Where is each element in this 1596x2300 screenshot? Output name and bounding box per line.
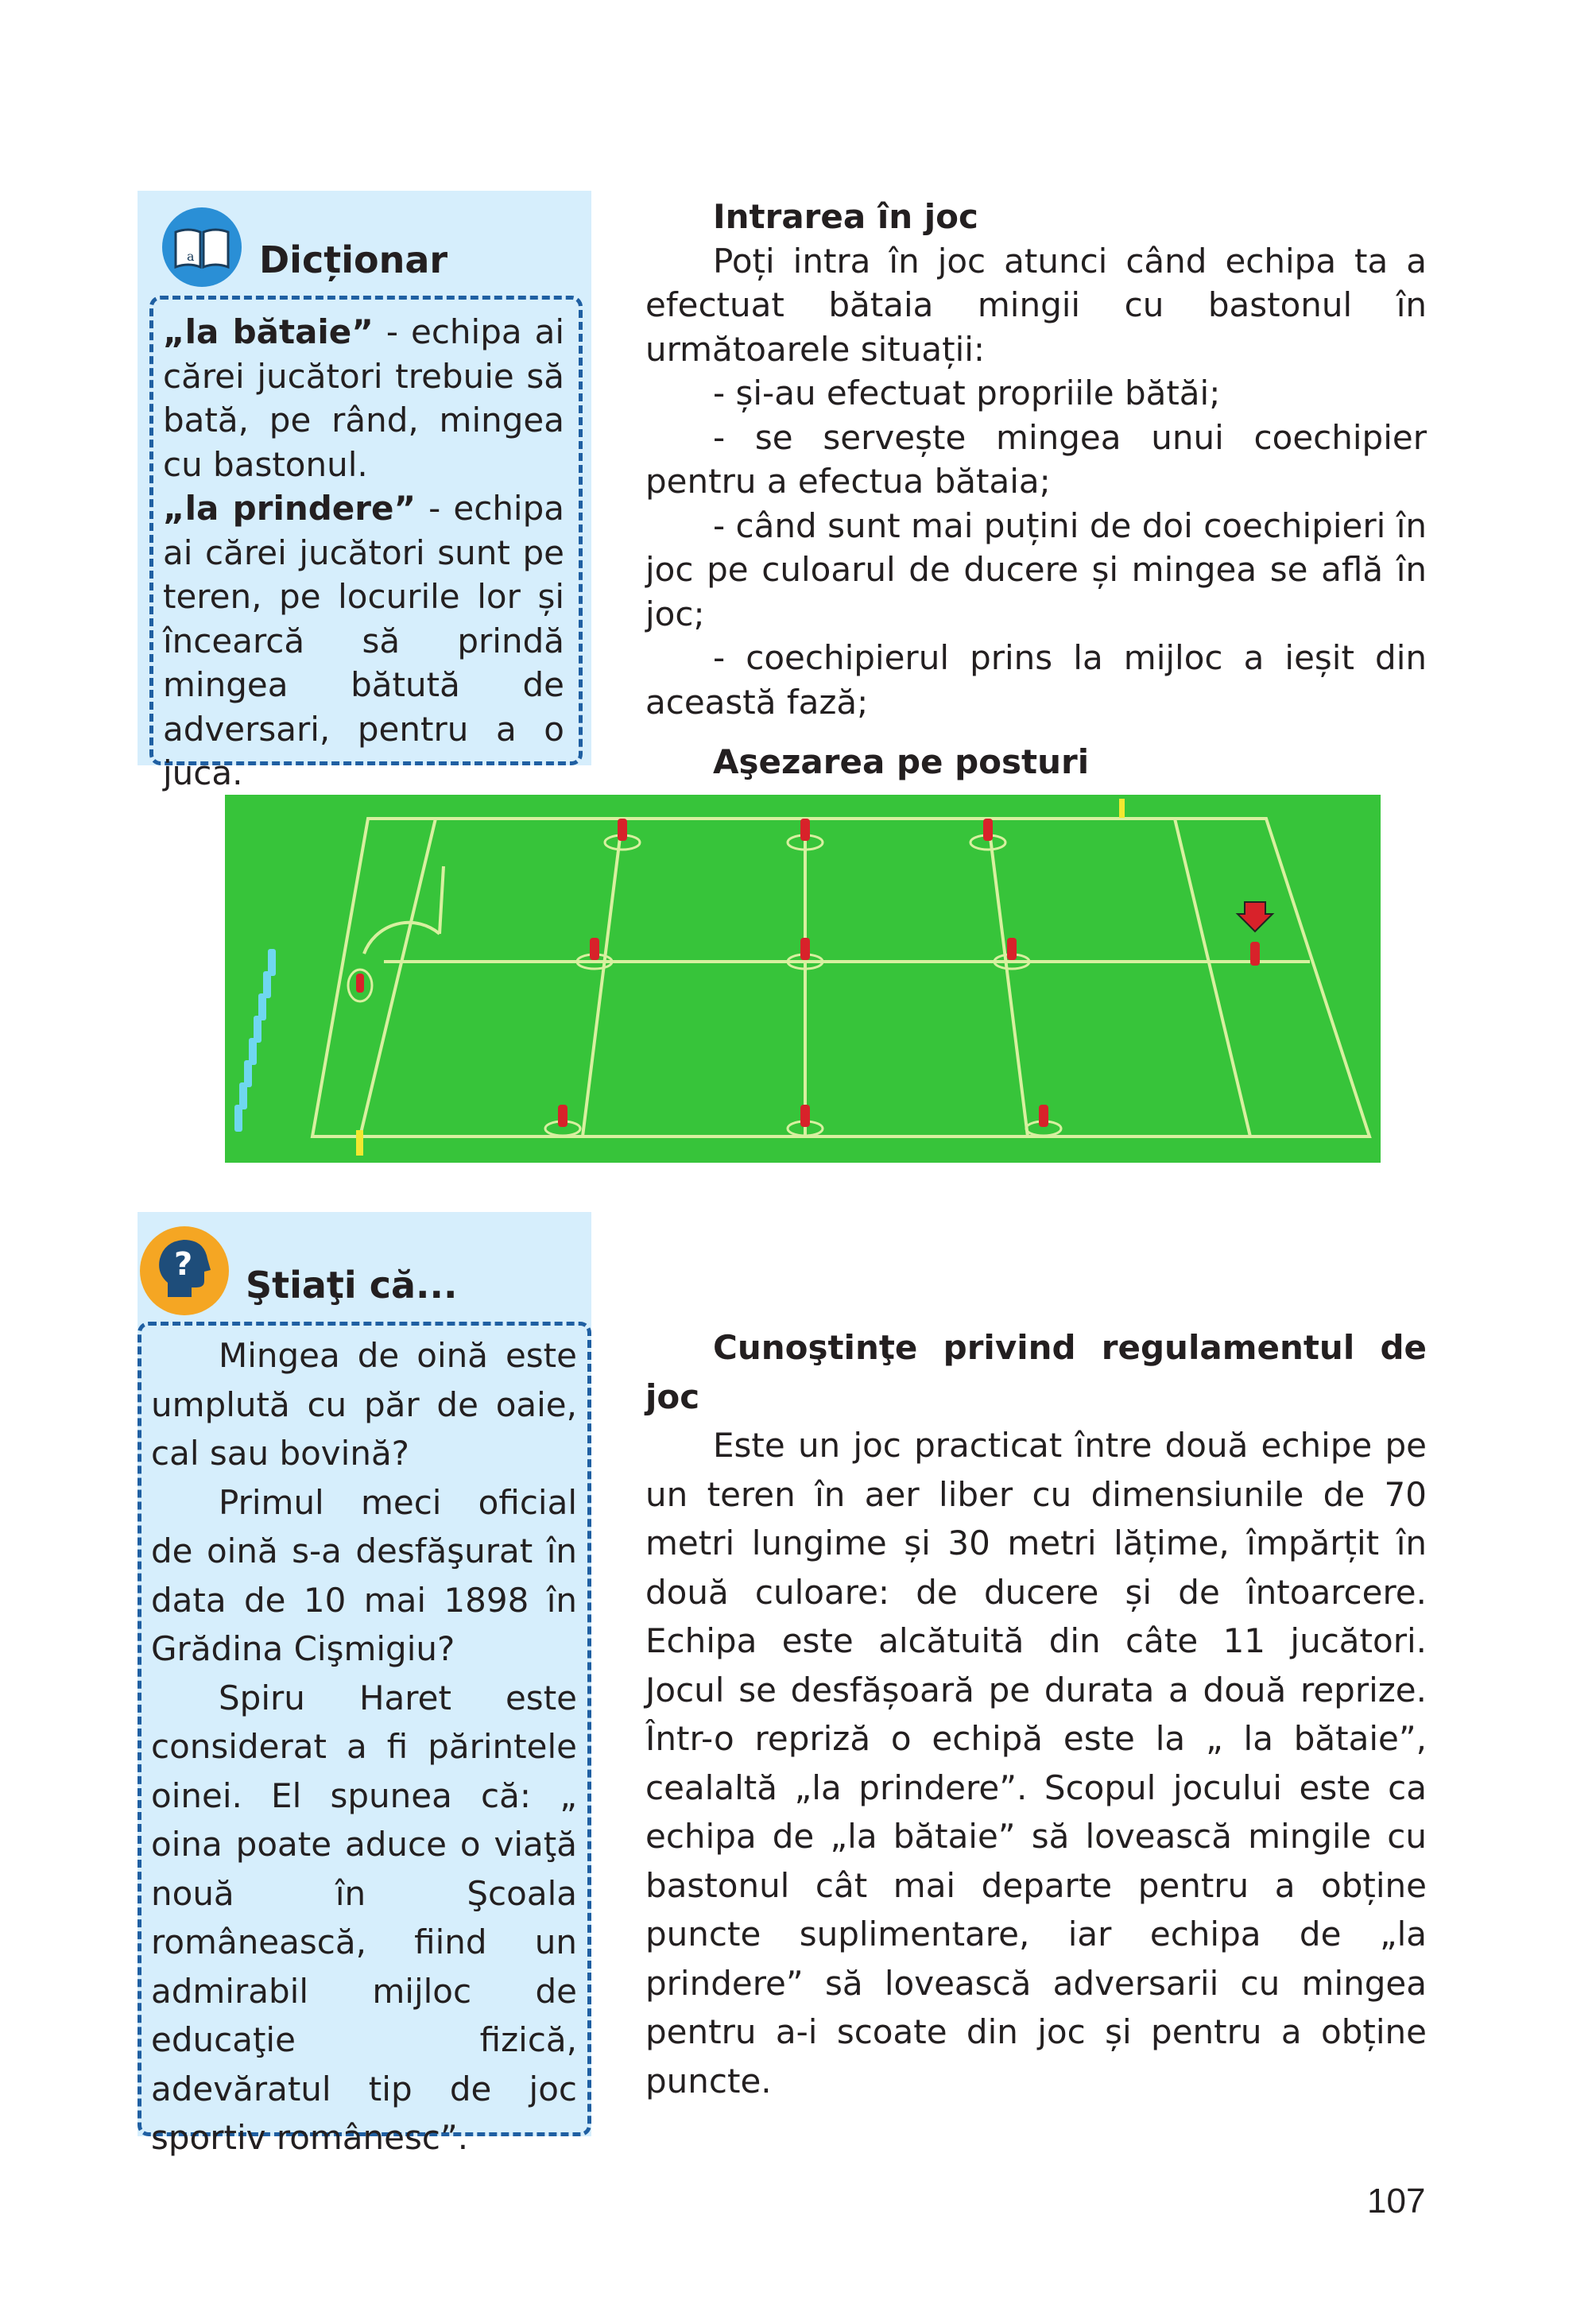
rules-text: Este un joc practicat între două echipe pe un teren în aer liber cu dimensiunile de 70 metri lungime și 30 metri lățime, împărțit în două culoare: de ducere și de întoarcere. Echipa este alcătuită din câte 11 jucători. Jocul se desfășoară pe durata a două reprize. Într-o repriză o echipă este la „ la bătaie”, cealaltă „la prindere”. Scopul jocului este ca echipa de „la bătaie” să lovească mingile cu bastonul cât mai departe pentru a obține puncte suplimentare, iar echipa de „la prindere” să lovească adversarii cu mingea pentru a-i scoate din joc și pentru a obține puncte. xyxy=(645,1426,1427,2101)
entering-game-item: - coechipierul prins la mijloc a ieșit din această fază; xyxy=(645,638,1427,722)
did-you-know-text xyxy=(151,1331,577,2163)
fact-paragraph: Spiru Haret este considerat a fi părintele oinei. El spunea că: „ oina poate aduce o viaţă nouă în Şcoala românească, fiind un admirabil mijloc de educaţie fizică, adevăratul tip de joc sportiv românesc”. xyxy=(151,1678,577,2157)
page-number: 107 xyxy=(1367,2182,1426,2221)
dictionary-entry xyxy=(163,486,564,796)
question-head-icon xyxy=(138,1224,231,1318)
did-you-know-box xyxy=(138,1212,591,2157)
svg-text:a: a xyxy=(187,249,195,264)
dictionary-text xyxy=(163,310,564,796)
book-icon xyxy=(160,205,244,289)
dictionary-title: Dicționar xyxy=(259,238,448,281)
entering-game-item: - și-au efectuat propriile bătăi; xyxy=(713,374,1221,412)
fact-paragraph: Primul meci oficial de oină s-a desfăşurat în data de 10 mai 1898 în Grădina Cişmigiu? xyxy=(151,1482,577,1668)
entering-game-item: - se servește mingea unui coechipier pentru a efectua bătaia; xyxy=(645,417,1427,501)
dictionary-term: „la prindere” xyxy=(163,489,416,528)
dictionary-definition: - echipa ai cărei jucători trebuie să bată, pe rând, mingea cu bastonul. xyxy=(163,312,564,484)
rules-section xyxy=(645,1323,1427,2105)
svg-text:?: ? xyxy=(174,1246,193,1283)
dictionary-definition: - echipa ai cărei jucători sunt pe teren, pe locurile lor și încearcă să prindă mingea bătută de adversari, pentru a o juca. xyxy=(163,489,564,792)
positions-heading: Aşezarea pe posturi xyxy=(713,742,1090,781)
entering-game-intro: Poți intra în joc atunci când echipa ta a efectuat bătaia mingii cu bastonul în următoarele situații: xyxy=(645,241,1427,369)
dictionary-term: „la bătaie” xyxy=(163,312,374,351)
did-you-know-title: Ştiaţi că... xyxy=(246,1264,458,1307)
entering-game-section xyxy=(645,195,1427,784)
yellow-marker xyxy=(1119,799,1125,818)
rules-heading: Cunoştinţe privind regulamentul de joc xyxy=(645,1328,1427,1416)
dictionary-box xyxy=(138,191,591,792)
fact-paragraph: Mingea de oină este umplută cu păr de oaie, cal sau bovină? xyxy=(151,1336,577,1473)
yellow-marker xyxy=(356,1130,363,1156)
field-illustration xyxy=(225,795,1381,1163)
entering-game-item: - când sunt mai puțini de doi coechipieri în joc pe culoarul de ducere și mingea se află în joc; xyxy=(645,505,1427,633)
dictionary-entry xyxy=(163,310,564,486)
entering-game-heading: Intrarea în joc xyxy=(713,197,978,236)
